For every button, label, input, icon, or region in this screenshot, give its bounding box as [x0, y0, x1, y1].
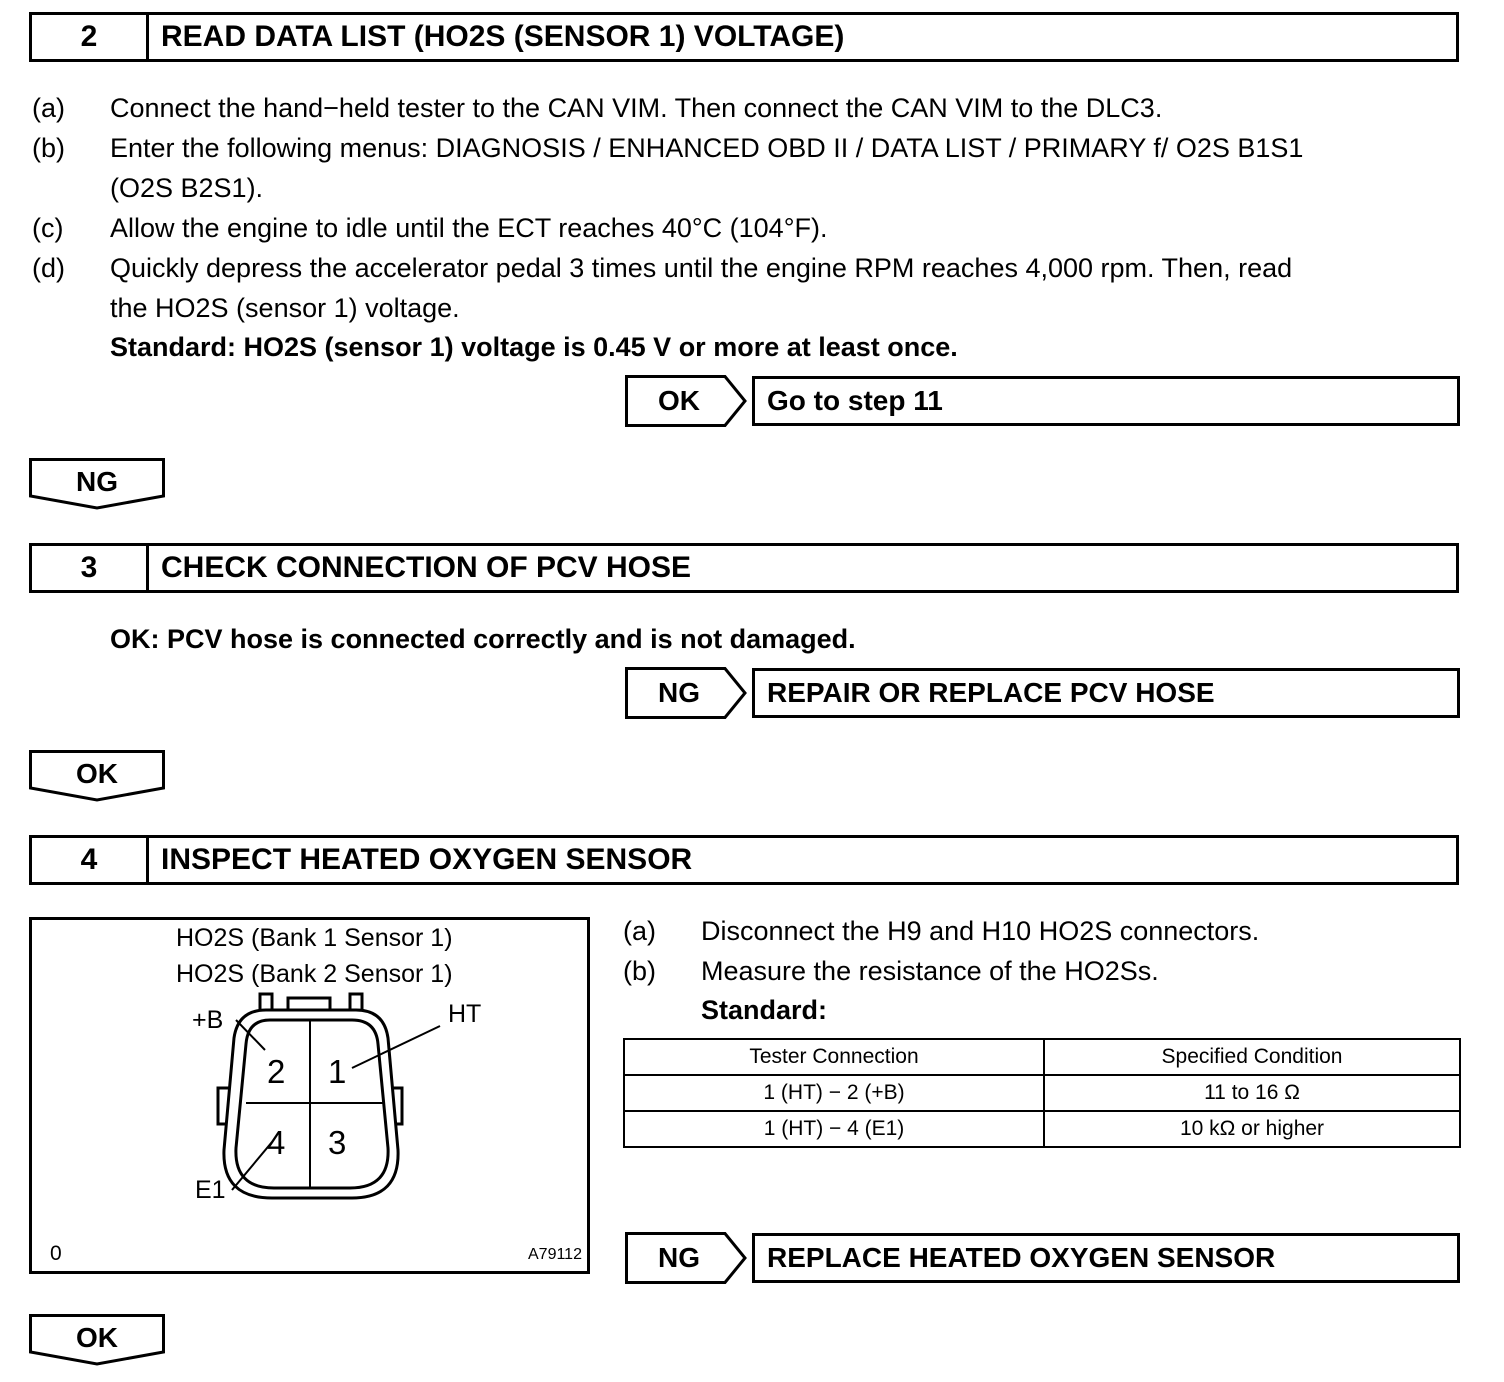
- figure-corner-mark: 0: [50, 1242, 62, 1265]
- ok-result-box: Go to step 11: [752, 376, 1460, 426]
- ok-label: OK: [658, 385, 700, 416]
- ng-label: NG: [658, 677, 700, 708]
- ng-label: NG: [658, 1242, 700, 1273]
- ng-label: NG: [76, 466, 118, 497]
- table-cell: 1 (HT) − 4 (E1): [624, 1111, 1044, 1147]
- figure-title: HO2S (Bank 2 Sensor 1): [176, 960, 453, 988]
- step-3-header: [29, 543, 1459, 593]
- step-number: 4: [32, 838, 149, 882]
- pin-2: 2: [267, 1053, 286, 1090]
- item-label: (a): [32, 93, 65, 123]
- table-row: [624, 1075, 1460, 1111]
- standard-value: Standard: HO2S (sensor 1) voltage is 0.45 V or more at least once.: [110, 332, 958, 362]
- pin-1: 1: [328, 1053, 347, 1090]
- ok-label: OK: [76, 1322, 118, 1353]
- ng-arrow-box: [625, 1232, 749, 1284]
- step-title: INSPECT HEATED OXYGEN SENSOR: [161, 843, 693, 876]
- step-4-header: [29, 835, 1459, 885]
- step-number: 2: [32, 15, 149, 59]
- connector-icon: [32, 920, 587, 1271]
- pin-3: 3: [328, 1124, 347, 1161]
- ok-label: OK: [76, 758, 118, 789]
- item-label: (d): [32, 253, 65, 283]
- step-2-header: [29, 12, 1459, 62]
- item-text: Measure the resistance of the HO2Ss.: [701, 956, 1159, 986]
- column-header: Specified Condition: [1044, 1039, 1460, 1075]
- item-text: Enter the following menus: DIAGNOSIS / ENHANCED OBD II / DATA LIST / PRIMARY f/ O2S B1S1: [110, 133, 1304, 163]
- spec-table: [623, 1038, 1461, 1148]
- ng-result-box: REPLACE HEATED OXYGEN SENSOR: [752, 1233, 1460, 1283]
- pin-4: 4: [267, 1124, 286, 1161]
- item-text: Connect the hand−held tester to the CAN VIM. Then connect the CAN VIM to the DLC3.: [110, 93, 1163, 123]
- item-text: Allow the engine to idle until the ECT reaches 40°C (104°F).: [110, 213, 828, 243]
- item-text: (O2S B2S1).: [110, 173, 264, 203]
- pin-label-plus-b: +B: [192, 1006, 224, 1034]
- item-label: (c): [32, 213, 64, 243]
- ng-down-box: [29, 458, 165, 510]
- item-label: (a): [623, 916, 656, 946]
- ok-arrow-box: [625, 375, 749, 427]
- ng-result-box: REPAIR OR REPLACE PCV HOSE: [752, 668, 1460, 718]
- table-cell: 1 (HT) − 2 (+B): [624, 1075, 1044, 1111]
- item-label: (b): [623, 956, 656, 986]
- figure-title: HO2S (Bank 1 Sensor 1): [176, 924, 453, 952]
- figure-code: A79112: [528, 1246, 582, 1263]
- item-label: (b): [32, 133, 65, 163]
- table-cell: 11 to 16 Ω: [1044, 1075, 1460, 1111]
- ok-condition-value: OK: PCV hose is connected correctly and is not damaged.: [110, 624, 856, 654]
- item-text: Quickly depress the accelerator pedal 3 times until the engine RPM reaches 4,000 rpm. Then, read: [110, 253, 1293, 283]
- ng-arrow-box: [625, 667, 749, 719]
- ok-down-box: [29, 1314, 165, 1366]
- connector-figure: [29, 917, 590, 1274]
- pin-label-e1: E1: [195, 1176, 226, 1204]
- ok-down-box: [29, 750, 165, 802]
- standard-label-text: Standard:: [701, 995, 828, 1025]
- step-title: CHECK CONNECTION OF PCV HOSE: [161, 551, 692, 584]
- item-text: Disconnect the H9 and H10 HO2S connectors.: [701, 916, 1260, 946]
- table-header-row: [624, 1039, 1460, 1075]
- step-number: 3: [32, 546, 149, 590]
- column-header: Tester Connection: [624, 1039, 1044, 1075]
- table-row: [624, 1111, 1460, 1147]
- item-text: the HO2S (sensor 1) voltage.: [110, 293, 460, 323]
- pin-label-ht: HT: [448, 1000, 482, 1028]
- step-title: READ DATA LIST (HO2S (SENSOR 1) VOLTAGE): [161, 20, 845, 53]
- table-cell: 10 kΩ or higher: [1044, 1111, 1460, 1147]
